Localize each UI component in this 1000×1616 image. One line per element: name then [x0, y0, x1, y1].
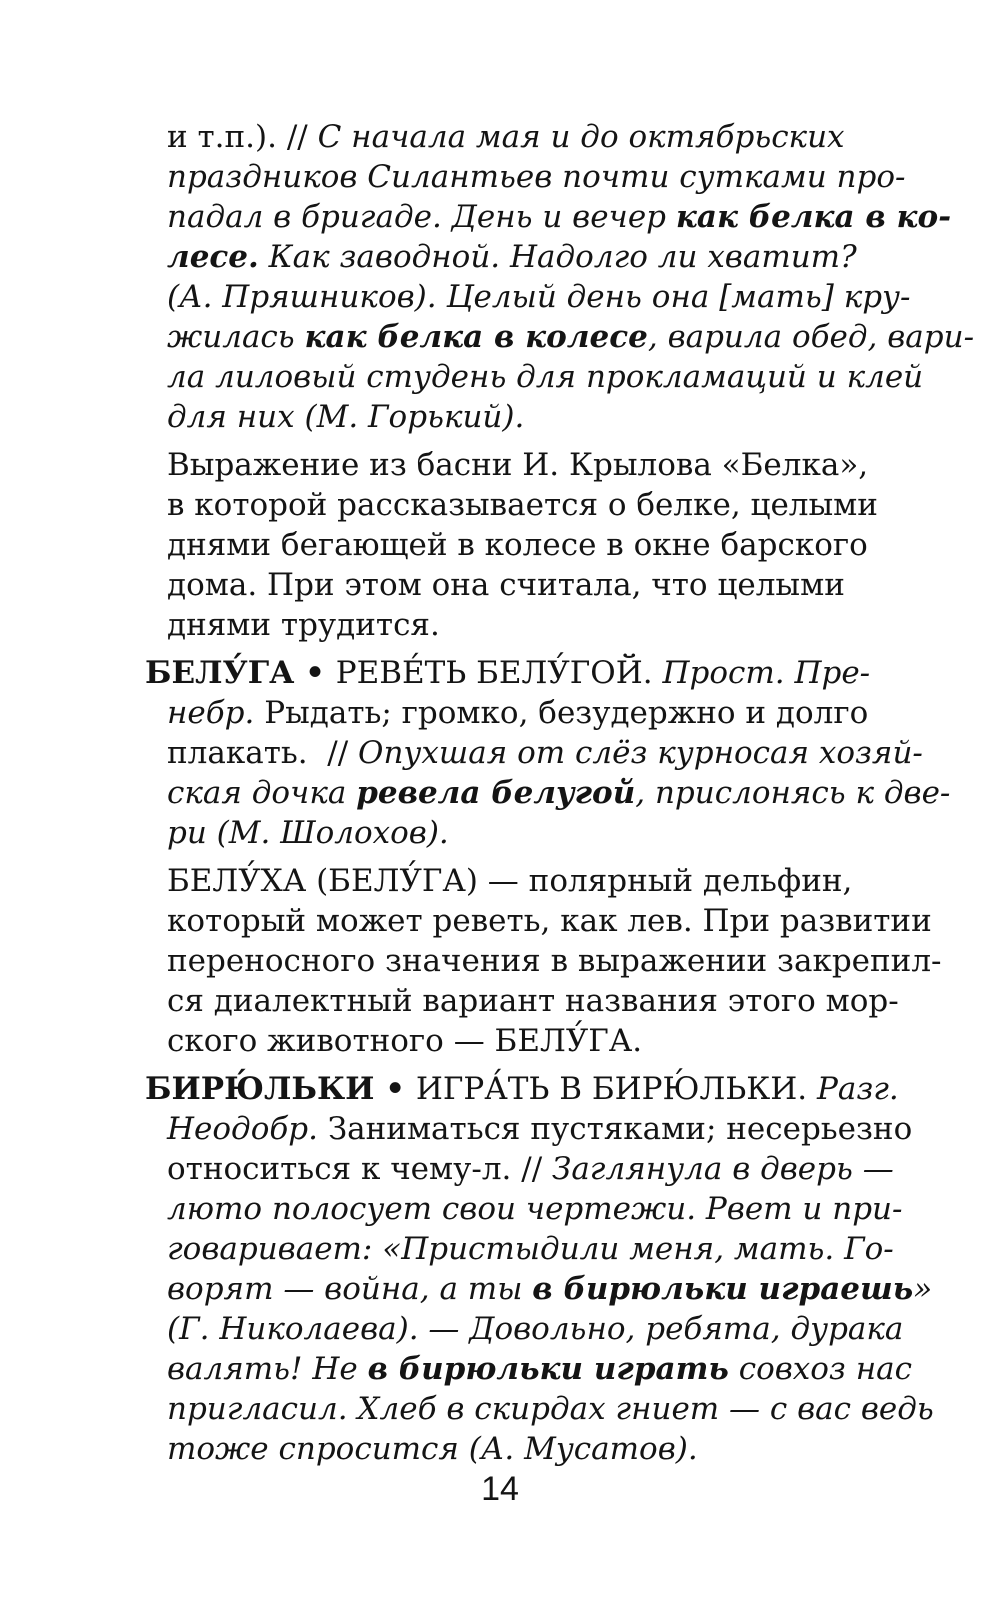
text-run: праздников Силантьев почти сутками про-	[167, 159, 906, 195]
text-line	[167, 485, 878, 525]
text-run: ского животного — БЕЛУ́ГА.	[167, 1023, 643, 1059]
text-run: »	[913, 1271, 933, 1307]
text-run: в которой рассказывается о белке, целыми	[167, 487, 878, 523]
text-run: (Г. Николаева). — Довольно, ребята, дурака	[167, 1311, 904, 1347]
text-line	[167, 445, 869, 485]
text-line	[167, 733, 923, 773]
text-run: Заглянула в дверь —	[552, 1151, 894, 1187]
text-run: , прислонясь к две-	[635, 775, 951, 811]
etymology-note-belukha	[145, 861, 942, 1061]
entry-biryulki	[145, 1069, 934, 1469]
text-run: говаривает: «Пристыдили меня, мать. Го-	[167, 1231, 894, 1267]
text-run: валять! Не	[167, 1351, 368, 1387]
text-line	[167, 357, 924, 397]
text-run: ла лиловый студень для прокламаций и клей	[167, 359, 924, 395]
text-run: днями бегающей в колесе в окне барского	[167, 527, 868, 563]
text-run: в бирюльки играть	[367, 1351, 729, 1387]
text-line	[167, 1309, 904, 1349]
text-run: люто полосует свои чертежи. Рвет и при-	[167, 1191, 903, 1227]
text-run: и т.п.). //	[167, 119, 318, 155]
text-run: относиться к чему-л. //	[167, 1151, 553, 1187]
text-run: С начала мая и до октябрьских	[317, 119, 845, 155]
text-run: переносного значения в выражении закрепил-	[167, 943, 942, 979]
text-line	[145, 653, 871, 693]
text-run: лесе.	[167, 239, 259, 275]
text-run: как белка в колесе	[304, 319, 648, 355]
text-run: Как заводной. Надолго ли хватит?	[258, 239, 857, 275]
etymology-note-belka	[145, 445, 878, 645]
text-run: дома. При этом она считала, что целыми	[167, 567, 845, 603]
text-line	[167, 157, 906, 197]
text-line	[167, 565, 860, 605]
text-run: Разг.	[816, 1071, 899, 1107]
text-run: БЕЛУ́ГА •	[145, 655, 336, 691]
text-run: в бирюльки играешь	[532, 1271, 914, 1307]
text-line	[167, 605, 860, 645]
entry-beluga	[145, 653, 951, 853]
text-run: Выражение из басни И. Крылова «Белка»,	[167, 447, 869, 483]
text-line	[167, 317, 975, 357]
text-run: РЕВЕ́ТЬ БЕЛУ́ГОЙ.	[335, 655, 663, 691]
text-run: ри (М. Шолохов).	[167, 815, 449, 851]
text-block	[145, 117, 975, 1477]
text-run: ИГРА́ТЬ В БИРЮ́ЛЬКИ.	[415, 1071, 817, 1107]
text-run: ворят — война, а ты	[167, 1271, 533, 1307]
text-line	[167, 1189, 903, 1229]
text-line	[167, 693, 869, 733]
page-number: 14	[481, 1470, 519, 1508]
text-run: (А. Пряшников). Целый день она [мать] кру-	[167, 279, 911, 315]
text-line	[167, 813, 860, 853]
text-line	[167, 941, 942, 981]
text-line	[167, 117, 860, 157]
text-run: ревела белугой	[356, 775, 636, 811]
text-run: тоже спросится (А. Мусатов).	[167, 1431, 698, 1467]
entry-continuation-kak-belka-v-kolese	[145, 117, 975, 437]
text-line	[167, 1109, 913, 1149]
text-run: Неодобр.	[167, 1111, 328, 1147]
text-line	[167, 397, 860, 437]
text-run: Рыдать; громко, безудержно и долго	[264, 695, 869, 731]
text-line	[167, 525, 868, 565]
text-run: для них (М. Горький).	[167, 399, 525, 435]
text-line	[167, 277, 911, 317]
text-line	[167, 1229, 894, 1269]
text-line	[167, 901, 932, 941]
text-run: как белка в ко-	[675, 199, 952, 235]
text-run: Опухшая от слёз курносая хозяй-	[358, 735, 923, 771]
text-run: , варила обед, вари-	[647, 319, 975, 355]
text-line	[167, 1429, 860, 1469]
text-run: совхоз нас	[728, 1351, 912, 1387]
text-run: Заниматься пустяками; несерьезно	[327, 1111, 913, 1147]
text-run: Прост. Пре-	[662, 655, 871, 691]
text-run: небр.	[167, 695, 265, 731]
text-line	[167, 1389, 934, 1429]
text-line	[167, 197, 952, 237]
text-line	[145, 1069, 899, 1109]
text-run: который может реветь, как лев. При развитии	[167, 903, 932, 939]
text-line	[167, 237, 860, 277]
text-run: плакать. //	[167, 735, 359, 771]
text-run: днями трудится.	[167, 607, 440, 643]
text-line	[167, 861, 860, 901]
text-line	[167, 1149, 894, 1189]
text-line	[167, 1349, 912, 1389]
text-run: пригласил. Хлеб в скирдах гниет — с вас ведь	[167, 1391, 934, 1427]
text-run: жилась	[167, 319, 305, 355]
text-line	[167, 981, 899, 1021]
text-run: ся диалектный вариант названия этого мор-	[167, 983, 899, 1019]
text-run: БЕЛУ́ХА (БЕЛУ́ГА) — полярный дельфин,	[167, 863, 853, 899]
text-run: ская дочка	[167, 775, 357, 811]
text-line	[167, 1269, 933, 1309]
text-line	[167, 1021, 860, 1061]
text-run: БИРЮ́ЛЬКИ •	[145, 1071, 416, 1107]
text-line	[167, 773, 951, 813]
text-run: падал в бригаде. День и вечер	[167, 199, 676, 235]
